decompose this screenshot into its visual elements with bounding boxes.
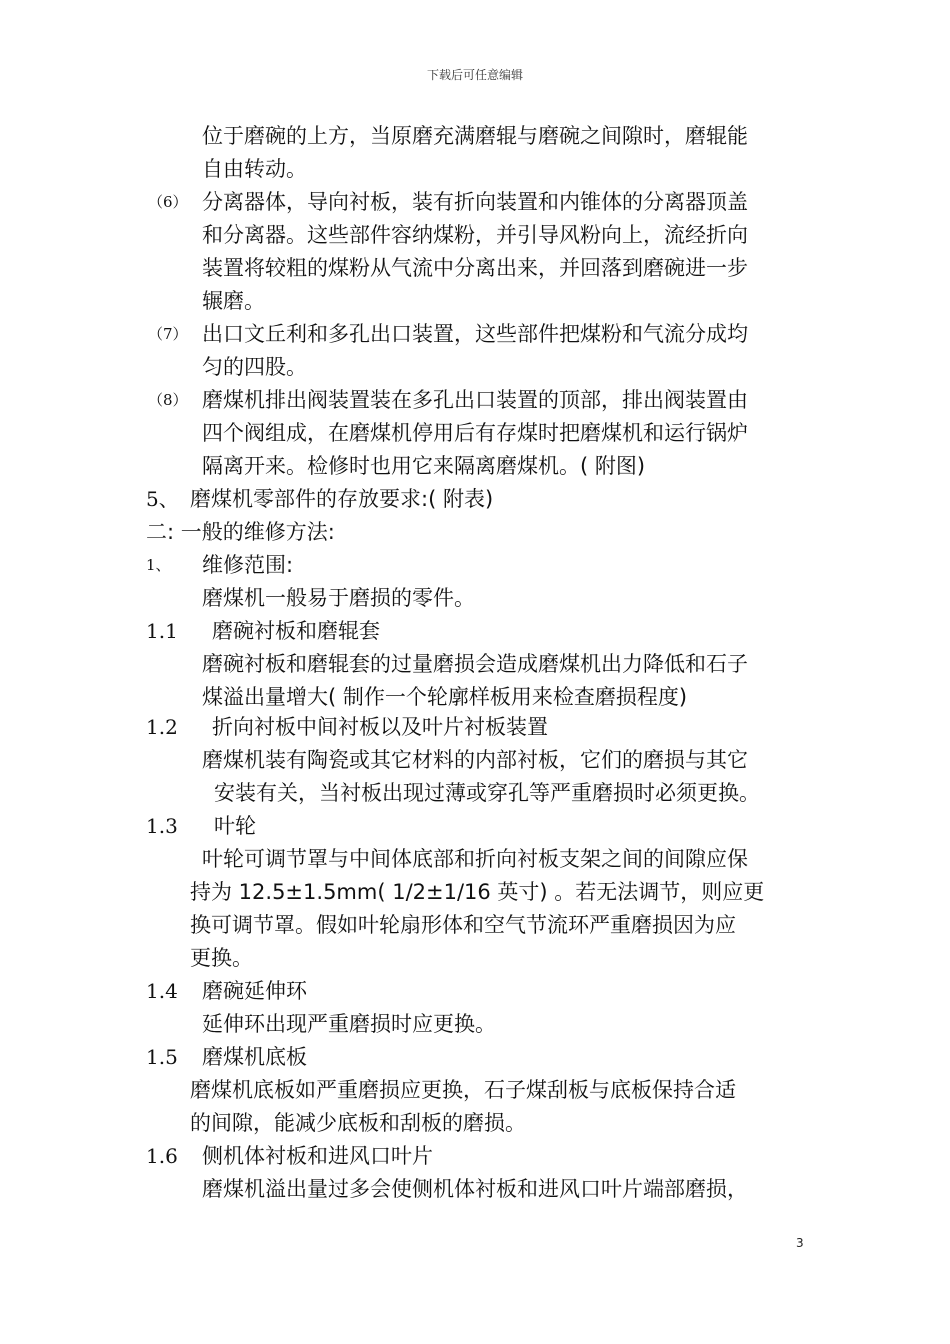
list-marker: （7） — [148, 325, 188, 343]
section-heading: 磨碗延伸环 — [202, 979, 307, 1003]
text-line: 出口文丘利和多孔出口装置，这些部件把煤粉和气流分成均 — [202, 322, 748, 346]
section-heading: 磨碗衬板和磨辊套 — [212, 619, 380, 643]
text-line: 更换。 — [190, 946, 253, 970]
section-heading: 叶轮 — [214, 814, 256, 838]
text-line: 换可调节罩。假如叶轮扇形体和空气节流环严重磨损因为应 — [190, 913, 736, 937]
section-heading: 折向衬板中间衬板以及叶片衬板装置 — [212, 715, 548, 739]
text-line: 磨煤机溢出量过多会使侧机体衬板和进风口叶片端部磨损， — [202, 1177, 748, 1201]
text-line: 煤溢出量增大( 制作一个轮廓样板用来检查磨损程度) — [202, 685, 688, 709]
text-line: 磨煤机排出阀装置装在多孔出口装置的顶部，排出阀装置由 — [202, 388, 748, 412]
page-number: 3 — [796, 1236, 804, 1250]
section-heading: 磨煤机零部件的存放要求:( 附表) — [190, 487, 494, 511]
text-line: 自由转动。 — [202, 157, 307, 181]
text-line: 延伸环出现严重磨损时应更换。 — [202, 1012, 496, 1036]
list-marker: （6） — [148, 193, 188, 211]
text-line: 匀的四股。 — [202, 355, 307, 379]
page-header: 下载后可任意编辑 — [426, 68, 523, 82]
text-line: 磨煤机一般易于磨损的零件。 — [202, 586, 475, 610]
text-line: 隔离开来。检修时也用它来隔离磨煤机。( 附图) — [202, 454, 646, 478]
section-number: 1.5 — [146, 1045, 178, 1069]
text-line: 磨煤机底板如严重磨损应更换，石子煤刮板与底板保持合适 — [190, 1078, 736, 1102]
section-number: 1.6 — [146, 1144, 178, 1168]
text-line: 叶轮可调节罩与中间体底部和折向衬板支架之间的间隙应保 — [202, 847, 748, 871]
text-line: 安装有关，当衬板出现过薄或穿孔等严重磨损时必须更换。 — [214, 781, 760, 805]
section-number: 1.3 — [146, 814, 178, 838]
section-heading: 磨煤机底板 — [202, 1045, 307, 1069]
text-line: 持为 12.5±1.5mm( 1/2±1/16 英寸) 。若无法调节，则应更 — [190, 880, 765, 904]
section-number: 1.1 — [146, 619, 178, 643]
section-number: 5、 — [146, 487, 179, 511]
text-line: 四个阀组成，在磨煤机停用后有存煤时把磨煤机和运行锅炉 — [202, 421, 748, 445]
text-line: 的间隙，能减少底板和刮板的磨损。 — [190, 1111, 526, 1135]
section-number: 1.4 — [146, 979, 178, 1003]
text-line: 分离器体，导向衬板，装有折向装置和内锥体的分离器顶盖 — [202, 190, 748, 214]
text-line: 装置将较粗的煤粉从气流中分离出来，并回落到磨碗进一步 — [202, 256, 748, 280]
text-line: 和分离器。这些部件容纳煤粉，并引导风粉向上，流经折向 — [202, 223, 748, 247]
section-heading: 侧机体衬板和进风口叶片 — [202, 1144, 433, 1168]
text-line: 位于磨碗的上方，当原磨充满磨辊与磨碗之间隙时，磨辊能 — [202, 124, 748, 148]
section-number: 1.2 — [146, 715, 178, 739]
list-marker: （8） — [148, 391, 188, 409]
section-heading: 维修范围: — [202, 553, 294, 577]
text-line: 磨碗衬板和磨辊套的过量磨损会造成磨煤机出力降低和石子 — [202, 652, 748, 676]
section-number: 1、 — [146, 556, 171, 574]
text-line: 磨煤机装有陶瓷或其它材料的内部衬板，它们的磨损与其它 — [202, 748, 748, 772]
part-heading: 二: 一般的维修方法: — [146, 520, 335, 544]
text-line: 辗磨。 — [202, 289, 265, 313]
